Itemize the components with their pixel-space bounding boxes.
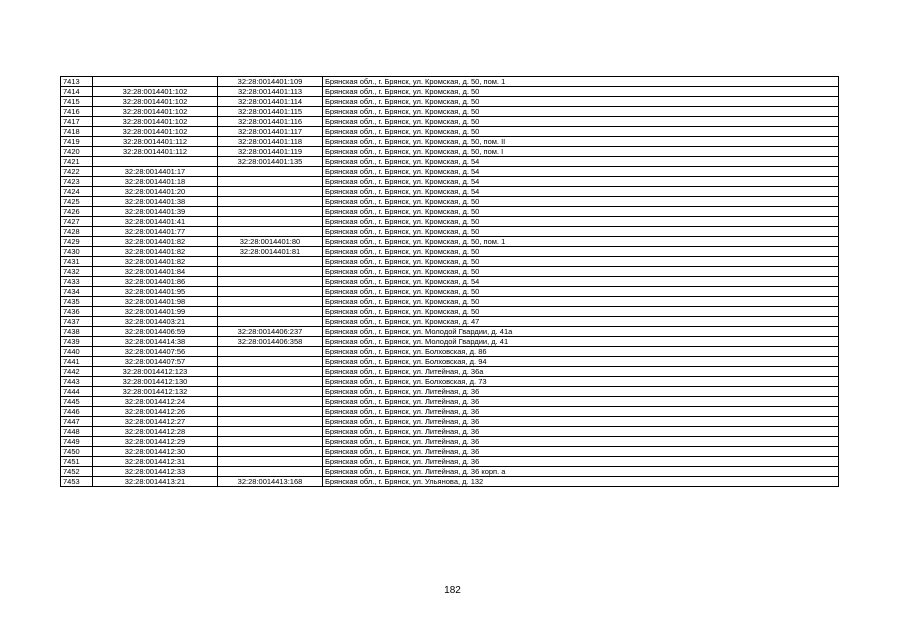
row-number-cell: 7415 (61, 97, 93, 107)
cadastral-number-cell (218, 267, 323, 277)
cadastral-number-cell (218, 377, 323, 387)
address-cell: Брянская обл., г. Брянск, ул. Кромская, д. 50, пом. I (323, 147, 839, 157)
address-cell: Брянская обл., г. Брянск, ул. Кромская, д. 50 (323, 127, 839, 137)
cadastral-number-cell (218, 307, 323, 317)
address-cell: Брянская обл., г. Брянск, ул. Кромская, д. 50 (323, 257, 839, 267)
parent-cadastral-cell: 32:28:0014407:56 (93, 347, 218, 357)
cadastral-number-cell (218, 387, 323, 397)
address-cell: Брянская обл., г. Брянск, ул. Литейная, д. 36 (323, 447, 839, 457)
cadastral-number-cell (218, 167, 323, 177)
parent-cadastral-cell: 32:28:0014401:20 (93, 187, 218, 197)
cadastral-number-cell (218, 217, 323, 227)
table-row (61, 397, 839, 407)
parent-cadastral-cell: 32:28:0014413:21 (93, 477, 218, 487)
cadastral-number-cell: 32:28:0014401:117 (218, 127, 323, 137)
cadastral-number-cell (218, 287, 323, 297)
row-number-cell: 7439 (61, 337, 93, 347)
cadastral-number-cell (218, 347, 323, 357)
address-cell: Брянская обл., г. Брянск, ул. Болховская, д. 73 (323, 377, 839, 387)
cadastral-number-cell: 32:28:0014401:113 (218, 87, 323, 97)
parent-cadastral-cell: 32:28:0014401:98 (93, 297, 218, 307)
cadastral-number-cell: 32:28:0014406:237 (218, 327, 323, 337)
parent-cadastral-cell: 32:28:0014401:17 (93, 167, 218, 177)
cadastral-number-cell (218, 397, 323, 407)
parent-cadastral-cell (93, 77, 218, 87)
cadastral-number-cell (218, 407, 323, 417)
row-number-cell: 7437 (61, 317, 93, 327)
cadastral-number-cell (218, 277, 323, 287)
address-cell: Брянская обл., г. Брянск, ул. Кромская, д. 50 (323, 207, 839, 217)
row-number-cell: 7427 (61, 217, 93, 227)
row-number-cell: 7423 (61, 177, 93, 187)
address-cell: Брянская обл., г. Брянск, ул. Литейная, д. 36 (323, 407, 839, 417)
row-number-cell: 7447 (61, 417, 93, 427)
parent-cadastral-cell: 32:28:0014401:102 (93, 87, 218, 97)
parent-cadastral-cell: 32:28:0014412:132 (93, 387, 218, 397)
address-cell: Брянская обл., г. Брянск, ул. Литейная, д. 36 (323, 457, 839, 467)
address-cell: Брянская обл., г. Брянск, ул. Молодой Гвардии, д. 41а (323, 327, 839, 337)
cadastral-number-cell (218, 357, 323, 367)
table-row (61, 187, 839, 197)
row-number-cell: 7422 (61, 167, 93, 177)
parent-cadastral-cell: 32:28:0014401:95 (93, 287, 218, 297)
cadastral-number-cell (218, 207, 323, 217)
row-number-cell: 7426 (61, 207, 93, 217)
parent-cadastral-cell: 32:28:0014401:18 (93, 177, 218, 187)
parent-cadastral-cell: 32:28:0014401:102 (93, 117, 218, 127)
row-number-cell: 7414 (61, 87, 93, 97)
cadastral-number-cell: 32:28:0014401:80 (218, 237, 323, 247)
address-cell: Брянская обл., г. Брянск, ул. Литейная, д. 36 (323, 417, 839, 427)
table-row (61, 167, 839, 177)
cadastral-number-cell: 32:28:0014401:116 (218, 117, 323, 127)
table-row (61, 367, 839, 377)
row-number-cell: 7428 (61, 227, 93, 237)
row-number-cell: 7435 (61, 297, 93, 307)
row-number-cell: 7432 (61, 267, 93, 277)
cadastral-number-cell (218, 257, 323, 267)
address-cell: Брянская обл., г. Брянск, ул. Кромская, д. 54 (323, 157, 839, 167)
address-cell: Брянская обл., г. Брянск, ул. Кромская, д. 50, пом. II (323, 137, 839, 147)
cadastral-number-cell (218, 317, 323, 327)
cadastral-number-cell: 32:28:0014401:119 (218, 147, 323, 157)
address-cell: Брянская обл., г. Брянск, ул. Кромская, д. 50 (323, 197, 839, 207)
cadastral-number-cell (218, 447, 323, 457)
parent-cadastral-cell: 32:28:0014401:112 (93, 137, 218, 147)
cadastral-number-cell (218, 297, 323, 307)
cadastral-number-cell (218, 417, 323, 427)
table-row (61, 467, 839, 477)
table-row (61, 217, 839, 227)
row-number-cell: 7436 (61, 307, 93, 317)
parent-cadastral-cell: 32:28:0014403:21 (93, 317, 218, 327)
parent-cadastral-cell: 32:28:0014401:41 (93, 217, 218, 227)
table-row (61, 207, 839, 217)
cadastral-number-cell: 32:28:0014401:118 (218, 137, 323, 147)
row-number-cell: 7452 (61, 467, 93, 477)
parent-cadastral-cell: 32:28:0014401:82 (93, 257, 218, 267)
table-row (61, 227, 839, 237)
parent-cadastral-cell: 32:28:0014401:82 (93, 237, 218, 247)
row-number-cell: 7424 (61, 187, 93, 197)
table-row (61, 447, 839, 457)
table-row (61, 377, 839, 387)
cadastral-number-cell: 32:28:0014401:114 (218, 97, 323, 107)
row-number-cell: 7440 (61, 347, 93, 357)
cadastral-number-cell (218, 187, 323, 197)
parent-cadastral-cell: 32:28:0014412:28 (93, 427, 218, 437)
address-cell: Брянская обл., г. Брянск, ул. Кромская, д. 54 (323, 167, 839, 177)
table-row (61, 147, 839, 157)
parent-cadastral-cell: 32:28:0014412:30 (93, 447, 218, 457)
row-number-cell: 7441 (61, 357, 93, 367)
table-row (61, 287, 839, 297)
table-row (61, 107, 839, 117)
cadastral-number-cell (218, 457, 323, 467)
registry-table-body (61, 77, 839, 487)
row-number-cell: 7443 (61, 377, 93, 387)
table-row (61, 337, 839, 347)
table-row (61, 297, 839, 307)
row-number-cell: 7430 (61, 247, 93, 257)
address-cell: Брянская обл., г. Брянск, ул. Кромская, д. 54 (323, 187, 839, 197)
address-cell: Брянская обл., г. Брянск, ул. Кромская, д. 50 (323, 97, 839, 107)
cadastral-number-cell: 32:28:0014401:115 (218, 107, 323, 117)
cadastral-number-cell (218, 437, 323, 447)
row-number-cell: 7418 (61, 127, 93, 137)
address-cell: Брянская обл., г. Брянск, ул. Кромская, д. 54 (323, 177, 839, 187)
row-number-cell: 7416 (61, 107, 93, 117)
cadastral-number-cell (218, 427, 323, 437)
table-row (61, 387, 839, 397)
address-cell: Брянская обл., г. Брянск, ул. Кромская, д. 50 (323, 217, 839, 227)
parent-cadastral-cell: 32:28:0014412:24 (93, 397, 218, 407)
parent-cadastral-cell: 32:28:0014401:112 (93, 147, 218, 157)
table-row (61, 327, 839, 337)
address-cell: Брянская обл., г. Брянск, ул. Кромская, д. 50, пом. 1 (323, 237, 839, 247)
address-cell: Брянская обл., г. Брянск, ул. Кромская, д. 54 (323, 277, 839, 287)
parent-cadastral-cell: 32:28:0014407:57 (93, 357, 218, 367)
row-number-cell: 7421 (61, 157, 93, 167)
address-cell: Брянская обл., г. Брянск, ул. Кромская, д. 50 (323, 107, 839, 117)
row-number-cell: 7442 (61, 367, 93, 377)
row-number-cell: 7431 (61, 257, 93, 267)
address-cell: Брянская обл., г. Брянск, ул. Кромская, д. 50 (323, 247, 839, 257)
address-cell: Брянская обл., г. Брянск, ул. Литейная, д. 36 (323, 437, 839, 447)
parent-cadastral-cell: 32:28:0014414:38 (93, 337, 218, 347)
row-number-cell: 7417 (61, 117, 93, 127)
row-number-cell: 7444 (61, 387, 93, 397)
address-cell: Брянская обл., г. Брянск, ул. Кромская, д. 47 (323, 317, 839, 327)
row-number-cell: 7449 (61, 437, 93, 447)
parent-cadastral-cell: 32:28:0014412:27 (93, 417, 218, 427)
table-row (61, 127, 839, 137)
parent-cadastral-cell: 32:28:0014401:39 (93, 207, 218, 217)
address-cell: Брянская обл., г. Брянск, ул. Литейная, д. 36 корп. а (323, 467, 839, 477)
table-row (61, 97, 839, 107)
address-cell: Брянская обл., г. Брянск, ул. Болховская, д. 94 (323, 357, 839, 367)
cadastral-number-cell: 32:28:0014413:168 (218, 477, 323, 487)
parent-cadastral-cell: 32:28:0014401:102 (93, 107, 218, 117)
parent-cadastral-cell: 32:28:0014412:26 (93, 407, 218, 417)
table-row (61, 417, 839, 427)
parent-cadastral-cell: 32:28:0014401:84 (93, 267, 218, 277)
address-cell: Брянская обл., г. Брянск, ул. Кромская, д. 50 (323, 267, 839, 277)
row-number-cell: 7448 (61, 427, 93, 437)
table-row (61, 477, 839, 487)
parent-cadastral-cell: 32:28:0014406:59 (93, 327, 218, 337)
parent-cadastral-cell: 32:28:0014401:86 (93, 277, 218, 287)
row-number-cell: 7429 (61, 237, 93, 247)
address-cell: Брянская обл., г. Брянск, ул. Литейная, д. 36а (323, 367, 839, 377)
parent-cadastral-cell: 32:28:0014401:77 (93, 227, 218, 237)
table-row (61, 137, 839, 147)
row-number-cell: 7419 (61, 137, 93, 147)
parent-cadastral-cell: 32:28:0014412:29 (93, 437, 218, 447)
table-row (61, 257, 839, 267)
table-row (61, 357, 839, 367)
table-row (61, 77, 839, 87)
parent-cadastral-cell: 32:28:0014401:102 (93, 127, 218, 137)
table-row (61, 317, 839, 327)
table-row (61, 407, 839, 417)
table-row (61, 427, 839, 437)
address-cell: Брянская обл., г. Брянск, ул. Кромская, д. 50 (323, 307, 839, 317)
table-row (61, 177, 839, 187)
parent-cadastral-cell (93, 157, 218, 167)
cadastral-number-cell (218, 467, 323, 477)
row-number-cell: 7446 (61, 407, 93, 417)
row-number-cell: 7434 (61, 287, 93, 297)
cadastral-number-cell: 32:28:0014401:81 (218, 247, 323, 257)
address-cell: Брянская обл., г. Брянск, ул. Болховская, д. 86 (323, 347, 839, 357)
table-row (61, 157, 839, 167)
cadastral-number-cell (218, 367, 323, 377)
row-number-cell: 7445 (61, 397, 93, 407)
cadastral-number-cell (218, 227, 323, 237)
page-number: 182 (444, 585, 461, 596)
address-cell: Брянская обл., г. Брянск, ул. Литейная, д. 36 (323, 387, 839, 397)
table-row (61, 237, 839, 247)
address-cell: Брянская обл., г. Брянск, ул. Кромская, д. 50 (323, 87, 839, 97)
row-number-cell: 7425 (61, 197, 93, 207)
document-sheet (60, 76, 838, 487)
address-cell: Брянская обл., г. Брянск, ул. Литейная, д. 36 (323, 427, 839, 437)
cadastral-number-cell (218, 197, 323, 207)
cadastral-number-cell: 32:28:0014406:358 (218, 337, 323, 347)
parent-cadastral-cell: 32:28:0014412:33 (93, 467, 218, 477)
row-number-cell: 7420 (61, 147, 93, 157)
parent-cadastral-cell: 32:28:0014412:123 (93, 367, 218, 377)
cadastral-number-cell (218, 177, 323, 187)
table-row (61, 437, 839, 447)
row-number-cell: 7438 (61, 327, 93, 337)
table-row (61, 307, 839, 317)
parent-cadastral-cell: 32:28:0014401:38 (93, 197, 218, 207)
address-cell: Брянская обл., г. Брянск, ул. Кромская, д. 50 (323, 287, 839, 297)
address-cell: Брянская обл., г. Брянск, ул. Кромская, д. 50 (323, 297, 839, 307)
address-cell: Брянская обл., г. Брянск, ул. Кромская, д. 50 (323, 117, 839, 127)
table-row (61, 247, 839, 257)
table-row (61, 87, 839, 97)
table-row (61, 347, 839, 357)
parent-cadastral-cell: 32:28:0014412:130 (93, 377, 218, 387)
parent-cadastral-cell: 32:28:0014401:102 (93, 97, 218, 107)
table-row (61, 197, 839, 207)
parent-cadastral-cell: 32:28:0014401:82 (93, 247, 218, 257)
parent-cadastral-cell: 32:28:0014412:31 (93, 457, 218, 467)
table-row (61, 117, 839, 127)
cadastral-number-cell: 32:28:0014401:109 (218, 77, 323, 87)
address-cell: Брянская обл., г. Брянск, ул. Литейная, д. 36 (323, 397, 839, 407)
parent-cadastral-cell: 32:28:0014401:99 (93, 307, 218, 317)
row-number-cell: 7450 (61, 447, 93, 457)
address-cell: Брянская обл., г. Брянск, ул. Кромская, д. 50 (323, 227, 839, 237)
row-number-cell: 7433 (61, 277, 93, 287)
row-number-cell: 7413 (61, 77, 93, 87)
cadastral-number-cell: 32:28:0014401:135 (218, 157, 323, 167)
table-row (61, 277, 839, 287)
address-cell: Брянская обл., г. Брянск, ул. Молодой Гвардии, д. 41 (323, 337, 839, 347)
row-number-cell: 7453 (61, 477, 93, 487)
table-row (61, 457, 839, 467)
table-row (61, 267, 839, 277)
property-registry-table (60, 76, 839, 487)
address-cell: Брянская обл., г. Брянск, ул. Кромская, д. 50, пом. 1 (323, 77, 839, 87)
address-cell: Брянская обл., г. Брянск, ул. Ульянова, д. 132 (323, 477, 839, 487)
row-number-cell: 7451 (61, 457, 93, 467)
